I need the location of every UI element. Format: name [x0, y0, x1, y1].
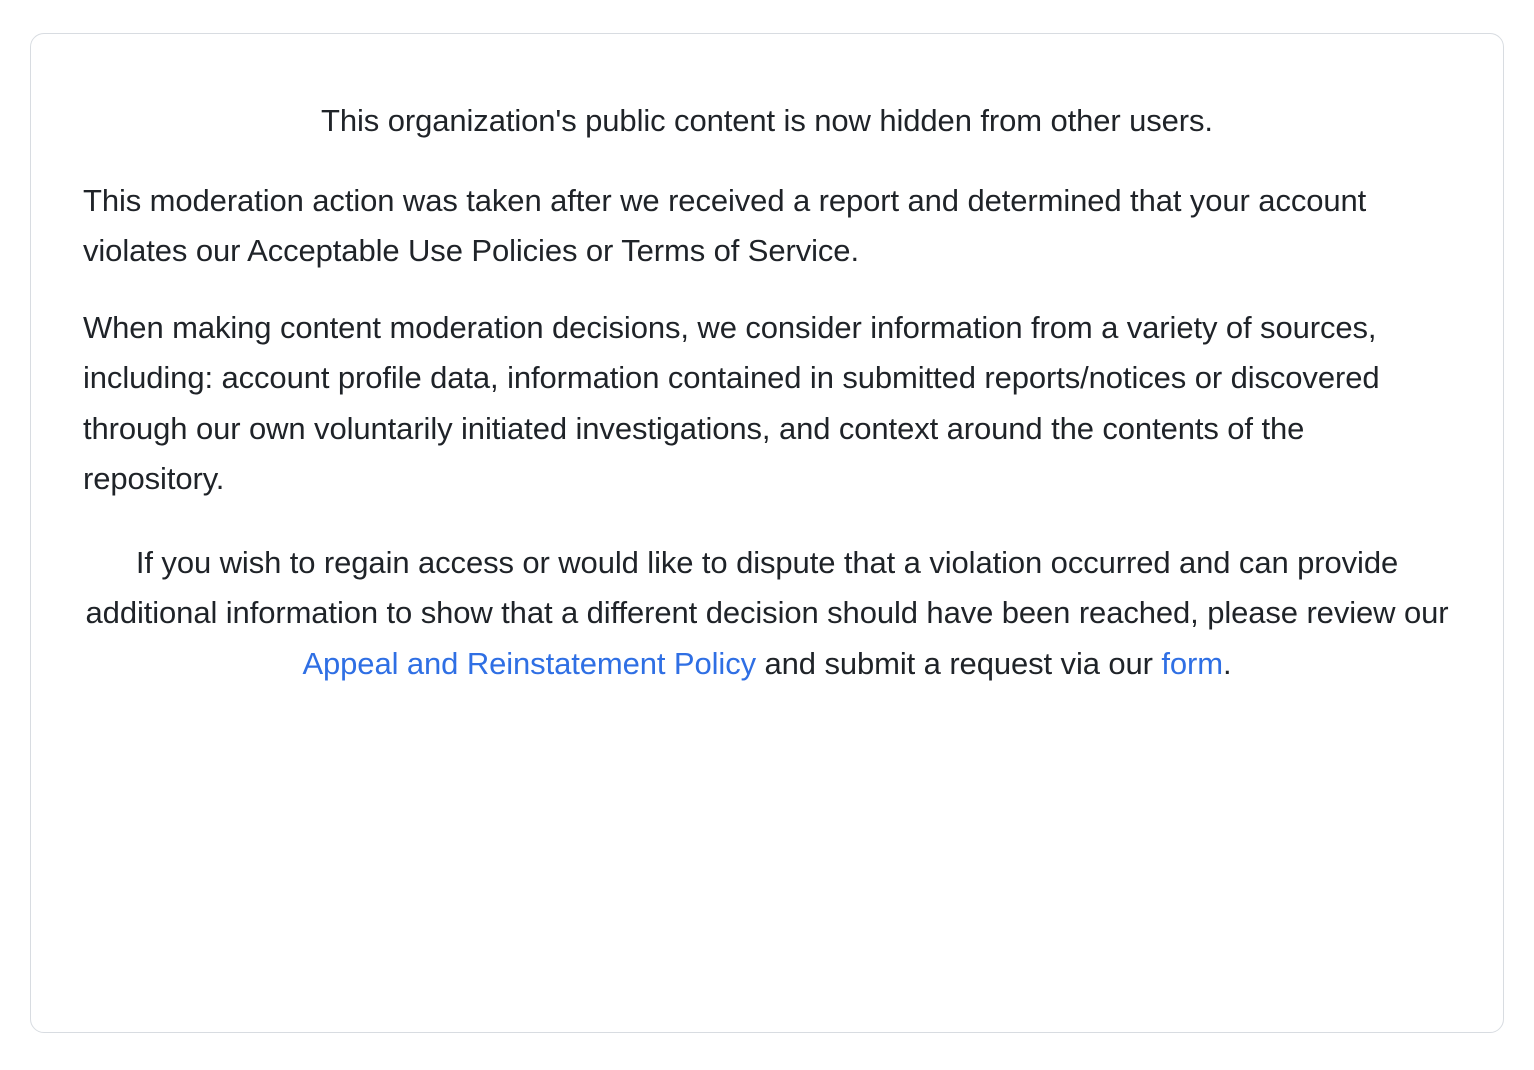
spacer	[83, 505, 1451, 538]
notice-headline: This organization's public content is now hidden from other users.	[321, 103, 1213, 138]
notice-sources-paragraph: When making content moderation decisions, we consider information from a variety of sources, including: account profile data, information contained in submitted reports/notices or discovered through our own voluntarily initiated investigations, and context around the contents of the repository.	[83, 309, 1380, 497]
appeal-text-between: and submit a request via our	[756, 645, 1162, 681]
moderation-notice-card	[30, 33, 1504, 1033]
notice-appeal-paragraph	[83, 538, 1451, 690]
appeal-text-before: If you wish to regain access or would like to dispute that a violation occurred and can provide additional information to show that a different decision should have been reached, please review our	[85, 544, 1449, 631]
spacer	[83, 147, 1451, 176]
appeal-and-reinstatement-policy-link[interactable]: Appeal and Reinstatement Policy	[302, 645, 757, 681]
spacer	[83, 277, 1451, 303]
appeal-text-after: .	[1223, 645, 1232, 681]
form-link[interactable]: form	[1161, 645, 1224, 681]
notice-reason-paragraph: This moderation action was taken after we received a report and determined that your account violates our Acceptable Use Policies or Terms of Service.	[83, 182, 1367, 269]
